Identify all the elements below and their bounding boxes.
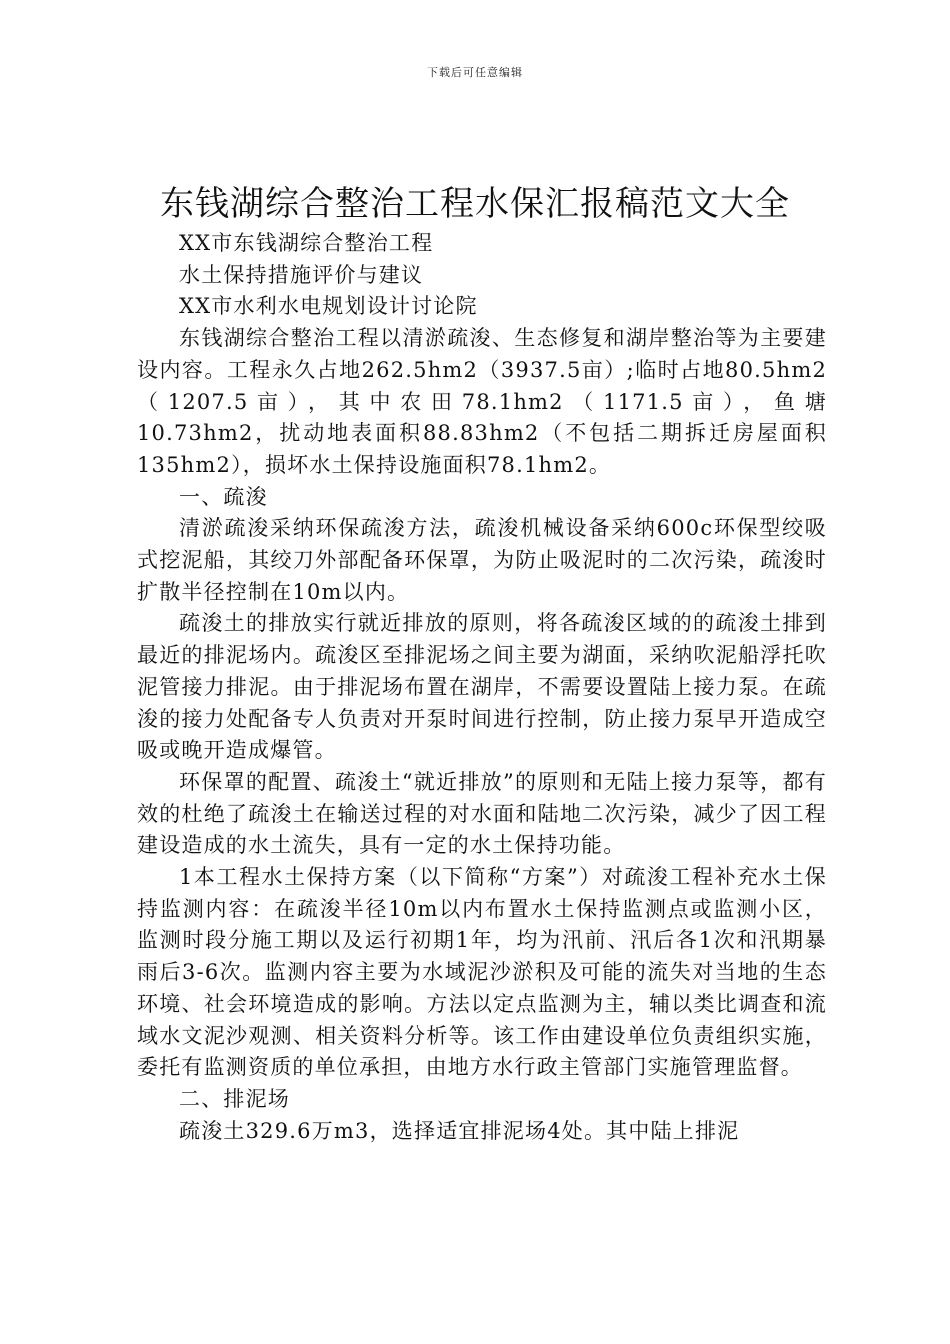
paragraph-mud-field: 疏浚土329.6万m3，选择适宜排泥场4处。其中陆上排泥 bbox=[179, 1118, 740, 1143]
section-heading-dredging: 一、疏浚 bbox=[179, 484, 268, 509]
document-body bbox=[137, 228, 827, 1147]
paragraph-dredging-discharge: 疏浚土的排放实行就近排放的原则，将各疏浚区域的的疏浚土排到最近的排泥场内。疏浚区至排泥场之间主要为湖面，采纳吹泥船浮托吹泥管接力排泥。由于排泥场布置在湖岸，不需要设置陆上接力泵。在疏浚的接力处配备专人负责对开泵时间进行控制，防止接力泵早开造成空吸或晚开造成爆管。 bbox=[137, 611, 827, 763]
subtitle-institute: XX市水利水电规划设计讨论院 bbox=[179, 294, 478, 319]
paragraph-environmental-cover: 环保罩的配置、疏浚土“就近排放”的原则和无陆上接力泵等，都有效的杜绝了疏浚土在输送过程的对水面和陆地二次污染，减少了因工程建设造成的水土流失，具有一定的水土保持功能。 bbox=[137, 769, 827, 858]
section-heading-mud-field: 二、排泥场 bbox=[179, 1086, 290, 1111]
header-note: 下载后可任意编辑 bbox=[427, 66, 523, 79]
paragraph-dredging-method: 清淤疏浚采纳环保疏浚方法，疏浚机械设备采纳600c环保型绞吸式挖泥船，其绞刀外部配备环保罩，为防止吸泥时的二次污染，疏浚时扩散半径控制在10m以内。 bbox=[137, 516, 827, 604]
subtitle-project: XX市东钱湖综合整治工程 bbox=[179, 231, 434, 255]
document-title: 东钱湖综合整治工程水保汇报稿范文大全 bbox=[160, 184, 790, 224]
subtitle-topic: 水土保持措施评价与建议 bbox=[179, 262, 424, 287]
paragraph-overview: 东钱湖综合整治工程以清淤疏浚、生态修复和湖岸整治等为主要建设内容。工程永久占地262.5hm2（3937.5亩）;临时占地80.5hm2（1207.5亩），其中农田78.1hm2（1171.5亩），鱼塘10.73hm2，扰动地表面积88.83hm2（不包括二期拆迁房屋面积135hm2），损坏水土保持设施面积78.1hm2。 bbox=[137, 326, 827, 477]
paragraph-monitoring: 1本工程水土保持方案（以下简称“方案”）对疏浚工程补充水土保持监测内容：在疏浚半径10m以内布置水土保持监测点或监测小区，监测时段分施工期以及运行初期1年，均为汛前、汛后各1次和汛期暴雨后3-6次。监测内容主要为水域泥沙淤积及可能的流失对当地的生态环境、社会环境造成的影响。方法以定点监测为主，辅以类比调查和流域水文泥沙观测、相关资料分析等。该工作由建设单位负责组织实施，委托有监测资质的单位承担，由地方水行政主管部门实施管理监督。 bbox=[137, 865, 827, 1080]
